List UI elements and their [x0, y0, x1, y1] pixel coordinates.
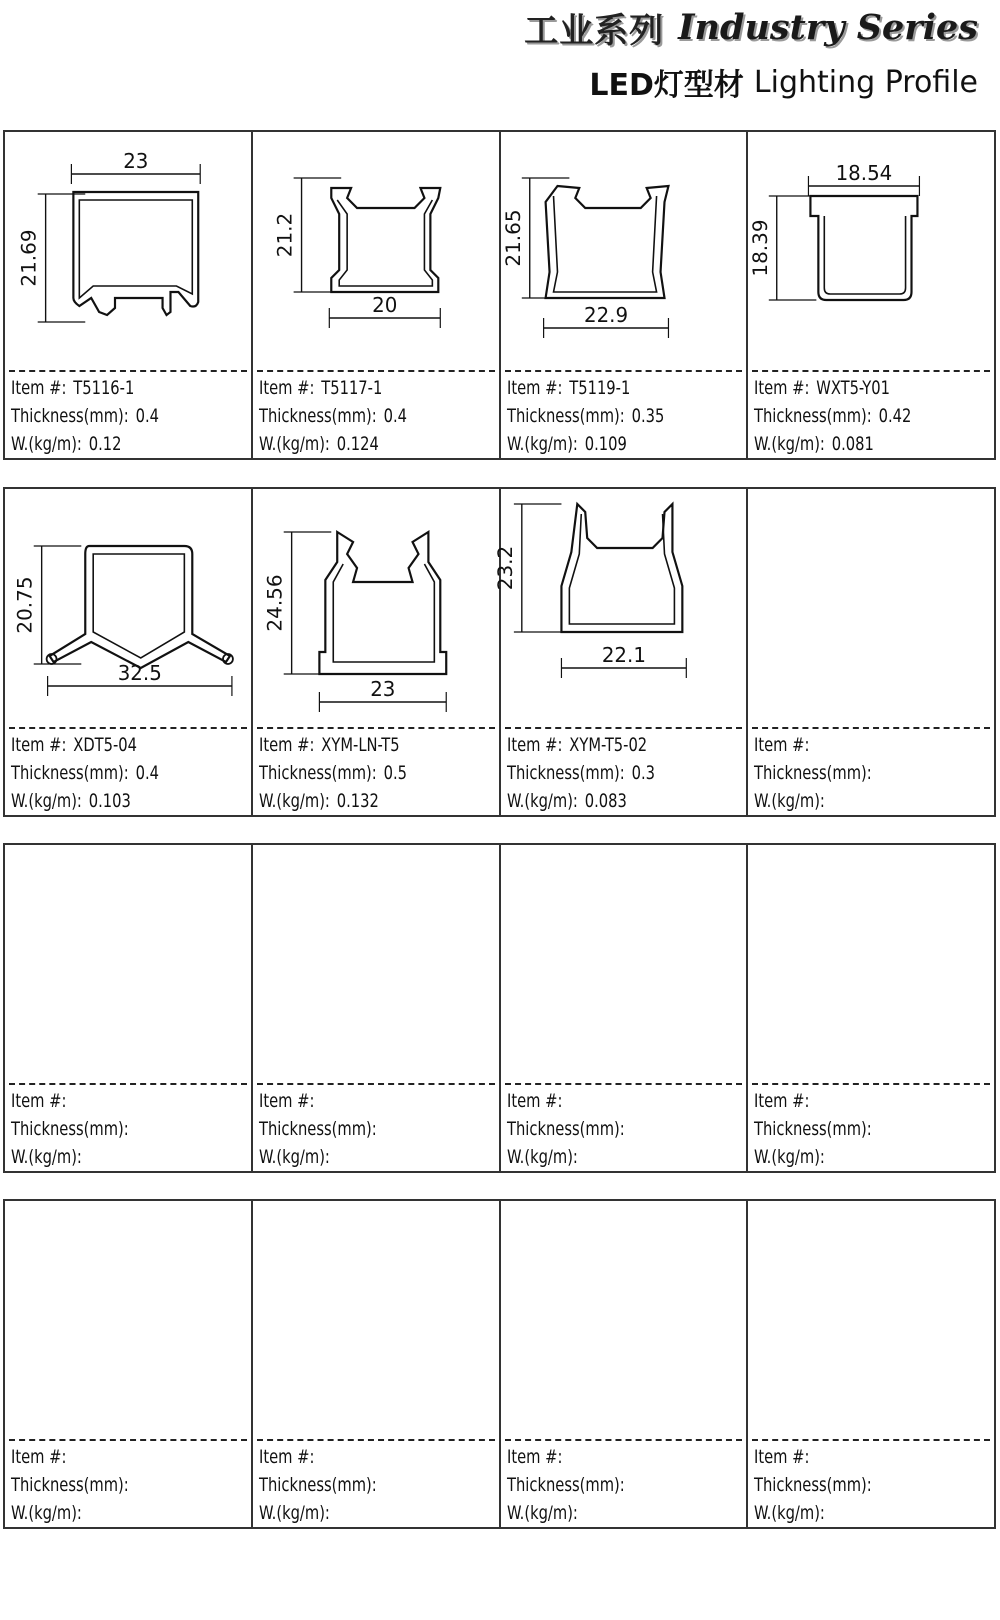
info-row-weight: [11, 1143, 214, 1171]
info-row-item: [507, 1443, 710, 1471]
item-label: Item #:: [754, 734, 810, 756]
info-row-item: [507, 374, 710, 402]
profile-outline: [811, 196, 918, 300]
thickness-value: 0.3: [631, 762, 655, 784]
profile-drawing: [5, 1201, 251, 1439]
svg-text:20: 20: [371, 293, 398, 318]
profile-card: [5, 845, 253, 1171]
page-subtitle: [589, 60, 978, 104]
divider-dashed: [505, 1083, 743, 1085]
info-row-item: [259, 1087, 462, 1115]
profile-info: [507, 1443, 710, 1527]
thickness-value: 0.42: [878, 405, 912, 427]
divider-dashed: [9, 1439, 247, 1441]
weight-label: W.(kg/m):: [258, 433, 330, 455]
page-header-title: [524, 2, 978, 52]
profile-info: [507, 374, 710, 458]
dimension-width: [329, 294, 440, 328]
weight-label: W.(kg/m):: [506, 1502, 578, 1524]
info-row-thickness: [259, 759, 462, 787]
item-label: Item #:: [11, 377, 67, 399]
item-label: Item #:: [11, 1446, 67, 1468]
profile-card: [748, 1201, 994, 1527]
item-label: Item #:: [754, 1090, 810, 1112]
profile-drawing: [253, 845, 499, 1083]
thickness-label: Thickness(mm):: [506, 762, 625, 784]
dimension-width: [561, 644, 686, 678]
info-row-item: [259, 731, 462, 759]
thickness-label: Thickness(mm):: [11, 1474, 129, 1496]
profile-info: [507, 1087, 710, 1171]
profile-drawing: [748, 489, 994, 727]
profile-outline: [50, 546, 230, 668]
weight-value: 0.083: [584, 790, 627, 812]
profile-card: [253, 489, 501, 815]
profile-info: [754, 374, 957, 458]
svg-text:22.9: 22.9: [583, 303, 628, 328]
weight-value: 0.124: [336, 433, 379, 455]
info-row-weight: [507, 1499, 710, 1527]
profile-card: [5, 489, 253, 815]
info-row-item: [11, 731, 214, 759]
item-label: Item #:: [258, 1090, 315, 1112]
info-row-item: [754, 731, 957, 759]
profile-card: [501, 845, 749, 1171]
profile-outline: [73, 192, 198, 315]
profile-info: [11, 731, 214, 815]
profile-info: [11, 1087, 214, 1171]
profile-card: [501, 1201, 749, 1527]
item-label: Item #:: [754, 377, 810, 399]
profile-card: [253, 132, 501, 458]
info-row-thickness: [507, 1471, 710, 1499]
item-value: T5117-1: [321, 377, 383, 399]
profile-outline: [319, 532, 446, 674]
profile-info: [754, 1443, 957, 1527]
thickness-value: 0.4: [135, 405, 160, 427]
thickness-label: Thickness(mm):: [506, 1118, 625, 1140]
info-row-item: [507, 731, 710, 759]
dimension-width: [319, 678, 446, 712]
info-row-weight: [507, 1143, 710, 1171]
profile-info: [259, 1087, 462, 1171]
info-row-weight: [11, 787, 214, 815]
info-row-weight: [259, 787, 462, 815]
info-row-weight: [754, 1143, 957, 1171]
profile-info: [507, 731, 710, 815]
thickness-label: Thickness(mm):: [506, 1474, 625, 1496]
dimension-width: [809, 162, 920, 196]
profile-drawing: [748, 845, 994, 1083]
info-row-thickness: [754, 1471, 957, 1499]
thickness-value: 0.4: [383, 405, 407, 427]
profile-info: [259, 374, 462, 458]
divider-dashed: [505, 370, 743, 372]
info-row-item: [11, 1443, 214, 1471]
profile-drawing: [5, 489, 251, 727]
weight-label: W.(kg/m):: [754, 790, 826, 812]
profile-card: [493, 489, 749, 815]
weight-value: 0.103: [88, 790, 131, 812]
weight-label: W.(kg/m):: [258, 790, 330, 812]
info-row-thickness: [259, 402, 462, 430]
svg-text:32.5: 32.5: [117, 661, 162, 686]
profile-drawing: [5, 845, 251, 1083]
profile-drawing: [748, 1201, 994, 1439]
item-value: XYM-LN-T5: [321, 734, 400, 756]
divider-dashed: [752, 727, 990, 729]
info-row-weight: [507, 430, 710, 458]
profile-drawing: [253, 1201, 499, 1439]
svg-text:21.69: 21.69: [17, 229, 41, 287]
info-row-item: [754, 1087, 957, 1115]
dimension-width: [543, 304, 668, 338]
svg-text:23: 23: [123, 149, 149, 174]
weight-label: W.(kg/m):: [506, 1146, 578, 1168]
thickness-label: Thickness(mm):: [11, 762, 129, 784]
divider-dashed: [257, 370, 495, 372]
catalog-row: [3, 487, 996, 817]
thickness-value: 0.4: [135, 762, 160, 784]
thickness-label: Thickness(mm):: [506, 405, 625, 427]
weight-label: W.(kg/m):: [754, 1146, 826, 1168]
info-row-item: [11, 1087, 214, 1115]
weight-value: 0.081: [832, 433, 875, 455]
divider-dashed: [257, 1083, 495, 1085]
thickness-label: Thickness(mm):: [258, 762, 377, 784]
weight-label: W.(kg/m):: [258, 1502, 330, 1524]
profile-info: [11, 374, 214, 458]
svg-text:21.65: 21.65: [501, 209, 525, 267]
subtitle-chinese: LED灯型材: [589, 68, 744, 103]
weight-label: W.(kg/m):: [11, 1146, 82, 1168]
info-row-thickness: [754, 759, 957, 787]
info-row-thickness: [507, 402, 710, 430]
profile-drawing: [501, 1201, 747, 1439]
item-label: Item #:: [506, 1090, 562, 1112]
divider-dashed: [9, 1083, 247, 1085]
item-label: Item #:: [506, 734, 562, 756]
title-chinese: 工业系列: [524, 10, 665, 51]
info-row-weight: [259, 1143, 462, 1171]
weight-label: W.(kg/m):: [258, 1146, 330, 1168]
item-value: T5116-1: [73, 377, 135, 399]
thickness-label: Thickness(mm):: [258, 1474, 377, 1496]
divider-dashed: [257, 1439, 495, 1441]
profile-drawing: [493, 489, 747, 727]
profile-info: [11, 1443, 214, 1527]
thickness-value: 0.35: [631, 405, 664, 427]
profile-card: [501, 132, 749, 458]
svg-text:23: 23: [369, 677, 396, 702]
item-label: Item #:: [506, 1446, 562, 1468]
weight-value: 0.132: [336, 790, 379, 812]
weight-label: W.(kg/m):: [754, 1502, 826, 1524]
thickness-label: Thickness(mm):: [754, 1474, 872, 1496]
divider-dashed: [505, 1439, 743, 1441]
weight-label: W.(kg/m):: [506, 433, 578, 455]
info-row-thickness: [507, 1115, 710, 1143]
catalog-row: [3, 1199, 996, 1529]
info-row-item: [11, 374, 214, 402]
thickness-value: 0.5: [383, 762, 407, 784]
footer-watermark: [40, 1598, 970, 1614]
dimension-height: [501, 178, 568, 298]
thickness-label: Thickness(mm):: [754, 1118, 872, 1140]
svg-text:24.56: 24.56: [263, 574, 287, 632]
divider-dashed: [9, 370, 247, 372]
divider-dashed: [257, 727, 495, 729]
profile-info: [259, 1443, 462, 1527]
divider-dashed: [752, 370, 990, 372]
dimension-width: [48, 662, 232, 696]
thickness-label: Thickness(mm):: [754, 762, 872, 784]
thickness-label: Thickness(mm):: [11, 1118, 129, 1140]
info-row-thickness: [259, 1115, 462, 1143]
divider-dashed: [752, 1439, 990, 1441]
info-row-weight: [11, 1499, 214, 1527]
item-value: XYM-T5-02: [568, 734, 647, 756]
svg-text:21.2: 21.2: [273, 212, 297, 258]
svg-text:23.2: 23.2: [493, 545, 517, 591]
weight-value: 0.12: [88, 433, 122, 455]
info-row-item: [754, 1443, 957, 1471]
svg-text:18.54: 18.54: [835, 161, 893, 186]
info-row-item: [754, 374, 957, 402]
catalog-row: [3, 843, 996, 1173]
thickness-label: Thickness(mm):: [258, 405, 377, 427]
title-english: Industry Series: [678, 6, 978, 48]
profile-outline: [545, 186, 668, 298]
thickness-label: Thickness(mm):: [258, 1118, 377, 1140]
profile-card: [253, 1201, 501, 1527]
svg-text:18.39: 18.39: [749, 219, 773, 277]
profile-card: [748, 132, 994, 458]
thickness-label: Thickness(mm):: [754, 405, 872, 427]
dimension-width: [71, 150, 200, 184]
info-row-item: [507, 1087, 710, 1115]
info-row-thickness: [754, 1115, 957, 1143]
info-row-weight: [754, 787, 957, 815]
item-label: Item #:: [754, 1446, 810, 1468]
item-label: Item #:: [258, 734, 315, 756]
info-row-weight: [259, 1499, 462, 1527]
weight-label: W.(kg/m):: [11, 790, 82, 812]
svg-text:20.75: 20.75: [13, 576, 37, 634]
profile-drawing: [501, 132, 747, 370]
divider-dashed: [505, 727, 743, 729]
item-label: Item #:: [11, 1090, 67, 1112]
item-label: Item #:: [506, 377, 562, 399]
profile-card: [748, 845, 994, 1171]
weight-label: W.(kg/m):: [754, 433, 826, 455]
item-value: WXT5-Y01: [816, 377, 891, 399]
divider-dashed: [9, 727, 247, 729]
info-row-weight: [754, 1499, 957, 1527]
info-row-weight: [259, 430, 462, 458]
catalog-row: [3, 130, 996, 460]
profile-info: [754, 731, 957, 815]
weight-label: W.(kg/m):: [506, 790, 578, 812]
profile-card: [5, 1201, 253, 1527]
profile-drawing: [5, 132, 251, 370]
info-row-weight: [507, 787, 710, 815]
thickness-label: Thickness(mm):: [11, 405, 129, 427]
profile-card: [5, 132, 253, 458]
dimension-height: [493, 504, 560, 632]
item-label: Item #:: [258, 377, 315, 399]
weight-value: 0.109: [584, 433, 627, 455]
subtitle-english: Lighting Profile: [753, 64, 978, 100]
info-row-weight: [754, 430, 957, 458]
info-row-item: [259, 374, 462, 402]
svg-text:22.1: 22.1: [601, 643, 646, 668]
info-row-thickness: [11, 1115, 214, 1143]
info-row-thickness: [259, 1471, 462, 1499]
info-row-thickness: [754, 402, 957, 430]
info-row-thickness: [507, 759, 710, 787]
item-value: XDT5-04: [73, 734, 138, 756]
item-value: T5119-1: [568, 377, 630, 399]
profile-drawing: [253, 489, 499, 727]
profile-card: [748, 489, 994, 815]
weight-label: W.(kg/m):: [11, 433, 82, 455]
weight-label: W.(kg/m):: [11, 1502, 82, 1524]
divider-dashed: [752, 1083, 990, 1085]
profile-drawing: [253, 132, 499, 370]
dimension-height: [14, 546, 81, 664]
info-row-thickness: [11, 1471, 214, 1499]
item-label: Item #:: [11, 734, 67, 756]
profile-info: [259, 731, 462, 815]
profile-card: [253, 845, 501, 1171]
info-row-weight: [11, 430, 214, 458]
info-row-item: [259, 1443, 462, 1471]
profile-info: [754, 1087, 957, 1171]
dimension-height: [749, 196, 816, 300]
info-row-thickness: [11, 759, 214, 787]
profile-outline: [561, 504, 682, 632]
info-row-thickness: [11, 402, 214, 430]
profile-drawing: [748, 132, 994, 370]
profile-drawing: [501, 845, 747, 1083]
item-label: Item #:: [258, 1446, 315, 1468]
